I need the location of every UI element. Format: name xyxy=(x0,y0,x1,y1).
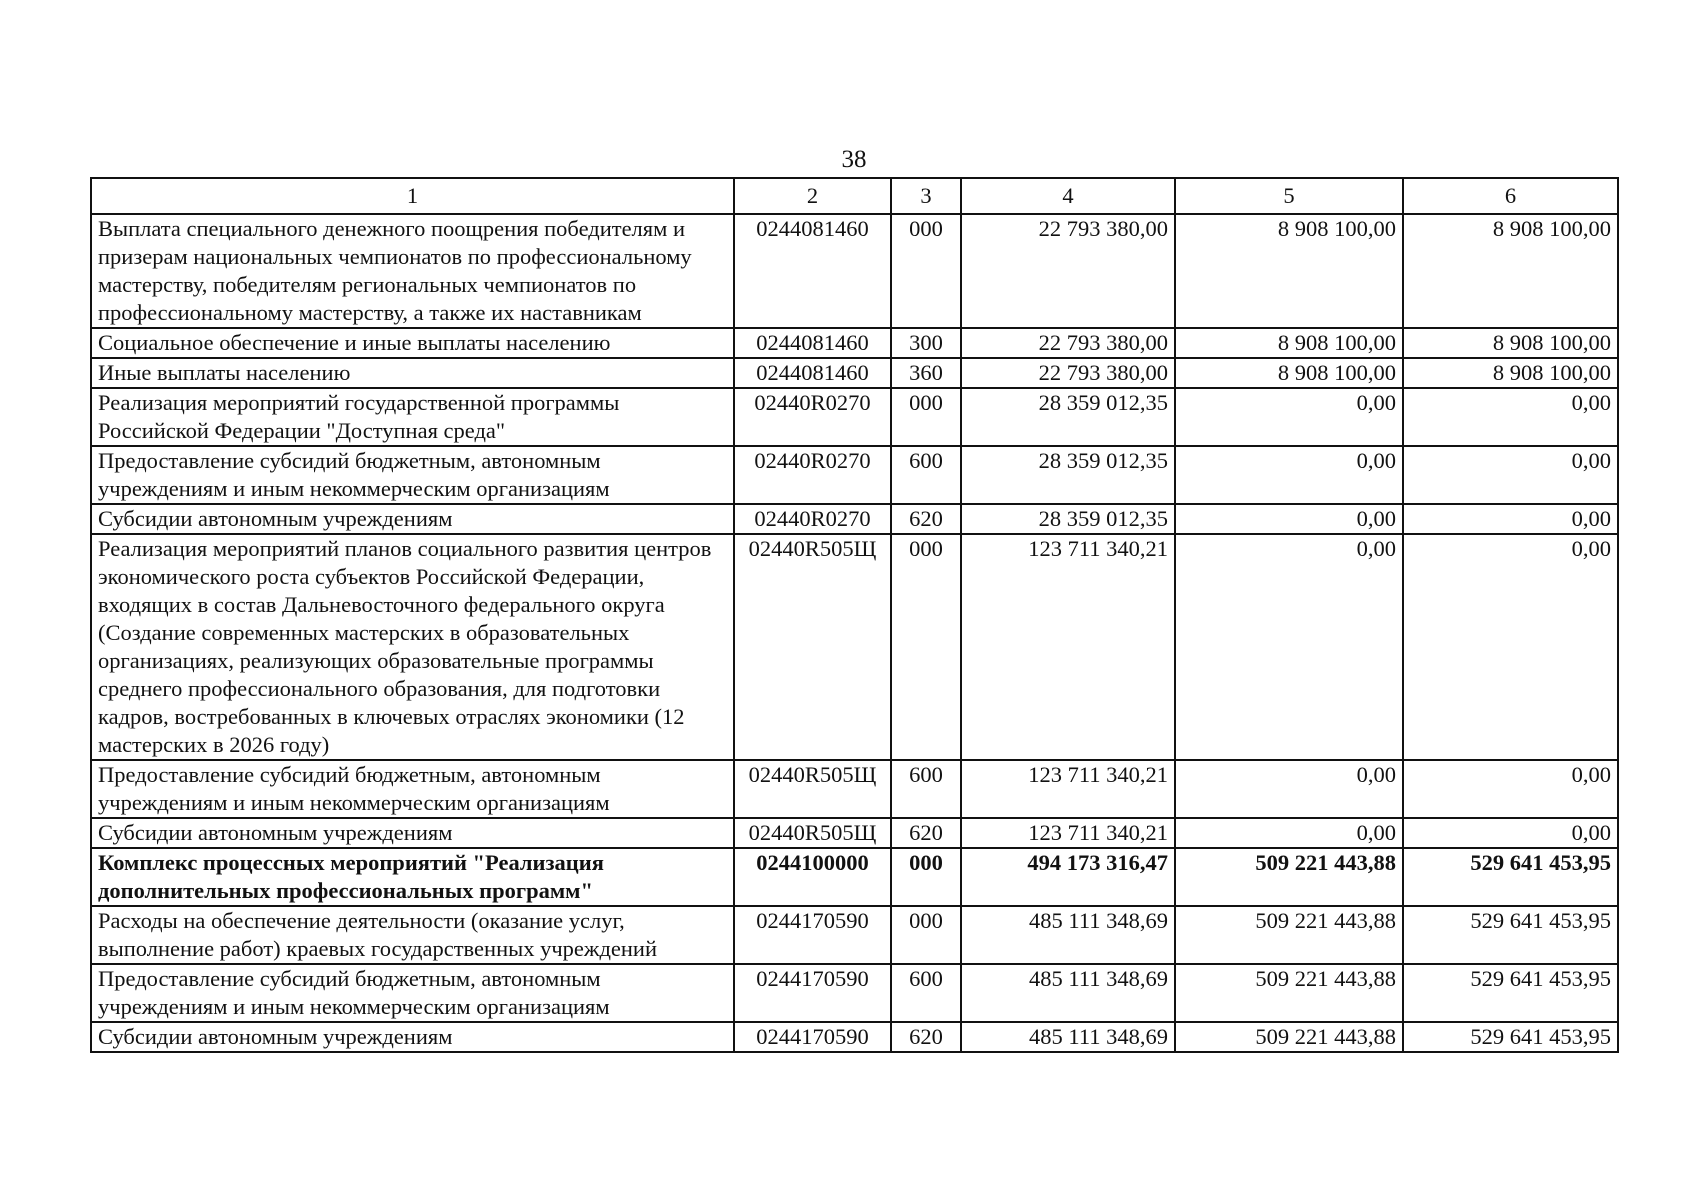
amount-col5-cell: 0,00 xyxy=(1175,504,1403,534)
amount-col4-cell: 123 711 340,21 xyxy=(961,534,1175,760)
amount-col6-cell: 8 908 100,00 xyxy=(1403,358,1618,388)
table-row xyxy=(91,848,1618,906)
expense-type-cell: 000 xyxy=(891,388,961,446)
row-name-cell: Расходы на обеспечение деятельности (оказание услуг, выполнение работ) краевых государственных учреждений xyxy=(91,906,734,964)
expense-type-cell: 000 xyxy=(891,214,961,328)
column-header-5: 5 xyxy=(1175,178,1403,214)
amount-col5-cell: 0,00 xyxy=(1175,388,1403,446)
row-name-cell: Иные выплаты населению xyxy=(91,358,734,388)
amount-col4-cell: 123 711 340,21 xyxy=(961,818,1175,848)
amount-col6-cell: 8 908 100,00 xyxy=(1403,328,1618,358)
amount-col5-cell: 0,00 xyxy=(1175,446,1403,504)
amount-col5-cell: 0,00 xyxy=(1175,760,1403,818)
row-name-cell: Комплекс процессных мероприятий "Реализация дополнительных профессиональных программ" xyxy=(91,848,734,906)
amount-col5-cell: 509 221 443,88 xyxy=(1175,848,1403,906)
table-row xyxy=(91,446,1618,504)
row-name-cell: Субсидии автономным учреждениям xyxy=(91,504,734,534)
row-name-cell: Реализация мероприятий государственной программы Российской Федерации "Доступная среда" xyxy=(91,388,734,446)
row-name-cell: Предоставление субсидий бюджетным, автономным учреждениям и иным некоммерческим организациям xyxy=(91,964,734,1022)
target-code-cell: 02440R0270 xyxy=(734,504,891,534)
table-row xyxy=(91,1022,1618,1052)
amount-col4-cell: 494 173 316,47 xyxy=(961,848,1175,906)
column-header-6: 6 xyxy=(1403,178,1618,214)
amount-col4-cell: 22 793 380,00 xyxy=(961,328,1175,358)
target-code-cell: 02440R505Щ xyxy=(734,534,891,760)
amount-col4-cell: 22 793 380,00 xyxy=(961,214,1175,328)
table-body xyxy=(91,214,1618,1052)
table-row xyxy=(91,906,1618,964)
amount-col5-cell: 0,00 xyxy=(1175,818,1403,848)
column-header-3: 3 xyxy=(891,178,961,214)
table-row xyxy=(91,760,1618,818)
amount-col4-cell: 28 359 012,35 xyxy=(961,446,1175,504)
header-row xyxy=(91,178,1618,214)
amount-col6-cell: 8 908 100,00 xyxy=(1403,214,1618,328)
target-code-cell: 0244170590 xyxy=(734,906,891,964)
page-number: 38 xyxy=(841,146,867,173)
expense-type-cell: 600 xyxy=(891,964,961,1022)
target-code-cell: 0244081460 xyxy=(734,328,891,358)
amount-col6-cell: 529 641 453,95 xyxy=(1403,906,1618,964)
target-code-cell: 0244170590 xyxy=(734,1022,891,1052)
amount-col4-cell: 485 111 348,69 xyxy=(961,964,1175,1022)
amount-col5-cell: 509 221 443,88 xyxy=(1175,906,1403,964)
amount-col5-cell: 509 221 443,88 xyxy=(1175,964,1403,1022)
target-code-cell: 02440R505Щ xyxy=(734,760,891,818)
row-name-cell: Предоставление субсидий бюджетным, автономным учреждениям и иным некоммерческим организациям xyxy=(91,760,734,818)
amount-col4-cell: 123 711 340,21 xyxy=(961,760,1175,818)
amount-col6-cell: 0,00 xyxy=(1403,818,1618,848)
amount-col6-cell: 529 641 453,95 xyxy=(1403,1022,1618,1052)
amount-col4-cell: 28 359 012,35 xyxy=(961,504,1175,534)
amount-col4-cell: 485 111 348,69 xyxy=(961,1022,1175,1052)
amount-col6-cell: 529 641 453,95 xyxy=(1403,964,1618,1022)
expense-type-cell: 000 xyxy=(891,534,961,760)
table-row xyxy=(91,358,1618,388)
expense-type-cell: 600 xyxy=(891,446,961,504)
amount-col5-cell: 8 908 100,00 xyxy=(1175,328,1403,358)
target-code-cell: 02440R505Щ xyxy=(734,818,891,848)
column-header-2: 2 xyxy=(734,178,891,214)
table-row xyxy=(91,964,1618,1022)
target-code-cell: 02440R0270 xyxy=(734,388,891,446)
expense-type-cell: 620 xyxy=(891,818,961,848)
budget-table xyxy=(90,177,1619,1053)
amount-col6-cell: 0,00 xyxy=(1403,534,1618,760)
amount-col5-cell: 8 908 100,00 xyxy=(1175,214,1403,328)
amount-col6-cell: 0,00 xyxy=(1403,504,1618,534)
table-row xyxy=(91,328,1618,358)
expense-type-cell: 360 xyxy=(891,358,961,388)
row-name-cell: Предоставление субсидий бюджетным, автономным учреждениям и иным некоммерческим организациям xyxy=(91,446,734,504)
expense-type-cell: 000 xyxy=(891,848,961,906)
target-code-cell: 02440R0270 xyxy=(734,446,891,504)
amount-col6-cell: 529 641 453,95 xyxy=(1403,848,1618,906)
amount-col4-cell: 485 111 348,69 xyxy=(961,906,1175,964)
expense-type-cell: 300 xyxy=(891,328,961,358)
amount-col5-cell: 8 908 100,00 xyxy=(1175,358,1403,388)
amount-col5-cell: 509 221 443,88 xyxy=(1175,1022,1403,1052)
target-code-cell: 0244100000 xyxy=(734,848,891,906)
column-header-4: 4 xyxy=(961,178,1175,214)
table-row xyxy=(91,534,1618,760)
row-name-cell: Субсидии автономным учреждениям xyxy=(91,818,734,848)
table-row xyxy=(91,818,1618,848)
row-name-cell: Реализация мероприятий планов социального развития центров экономического роста субъектов Российской Федерации, входящих в состав Дальневосточного федерального округа (Создание современных мастерских в образовательных организациях, реализующих образовательные программы среднего профессионального образования, для подготовки кадров, востребованных в ключевых отраслях экономики (12 мастерских в 2026 году) xyxy=(91,534,734,760)
target-code-cell: 0244170590 xyxy=(734,964,891,1022)
amount-col6-cell: 0,00 xyxy=(1403,388,1618,446)
table-row xyxy=(91,504,1618,534)
expense-type-cell: 620 xyxy=(891,504,961,534)
amount-col5-cell: 0,00 xyxy=(1175,534,1403,760)
row-name-cell: Субсидии автономным учреждениям xyxy=(91,1022,734,1052)
expense-type-cell: 600 xyxy=(891,760,961,818)
row-name-cell: Выплата специального денежного поощрения победителям и призерам национальных чемпионатов по профессиональному мастерству, победителям региональных чемпионатов по профессиональному мастерству, а также их наставникам xyxy=(91,214,734,328)
table-row xyxy=(91,214,1618,328)
target-code-cell: 0244081460 xyxy=(734,214,891,328)
column-header-1: 1 xyxy=(91,178,734,214)
expense-type-cell: 000 xyxy=(891,906,961,964)
amount-col4-cell: 22 793 380,00 xyxy=(961,358,1175,388)
table-row xyxy=(91,388,1618,446)
amount-col6-cell: 0,00 xyxy=(1403,760,1618,818)
expense-type-cell: 620 xyxy=(891,1022,961,1052)
row-name-cell: Социальное обеспечение и иные выплаты населению xyxy=(91,328,734,358)
amount-col6-cell: 0,00 xyxy=(1403,446,1618,504)
target-code-cell: 0244081460 xyxy=(734,358,891,388)
amount-col4-cell: 28 359 012,35 xyxy=(961,388,1175,446)
